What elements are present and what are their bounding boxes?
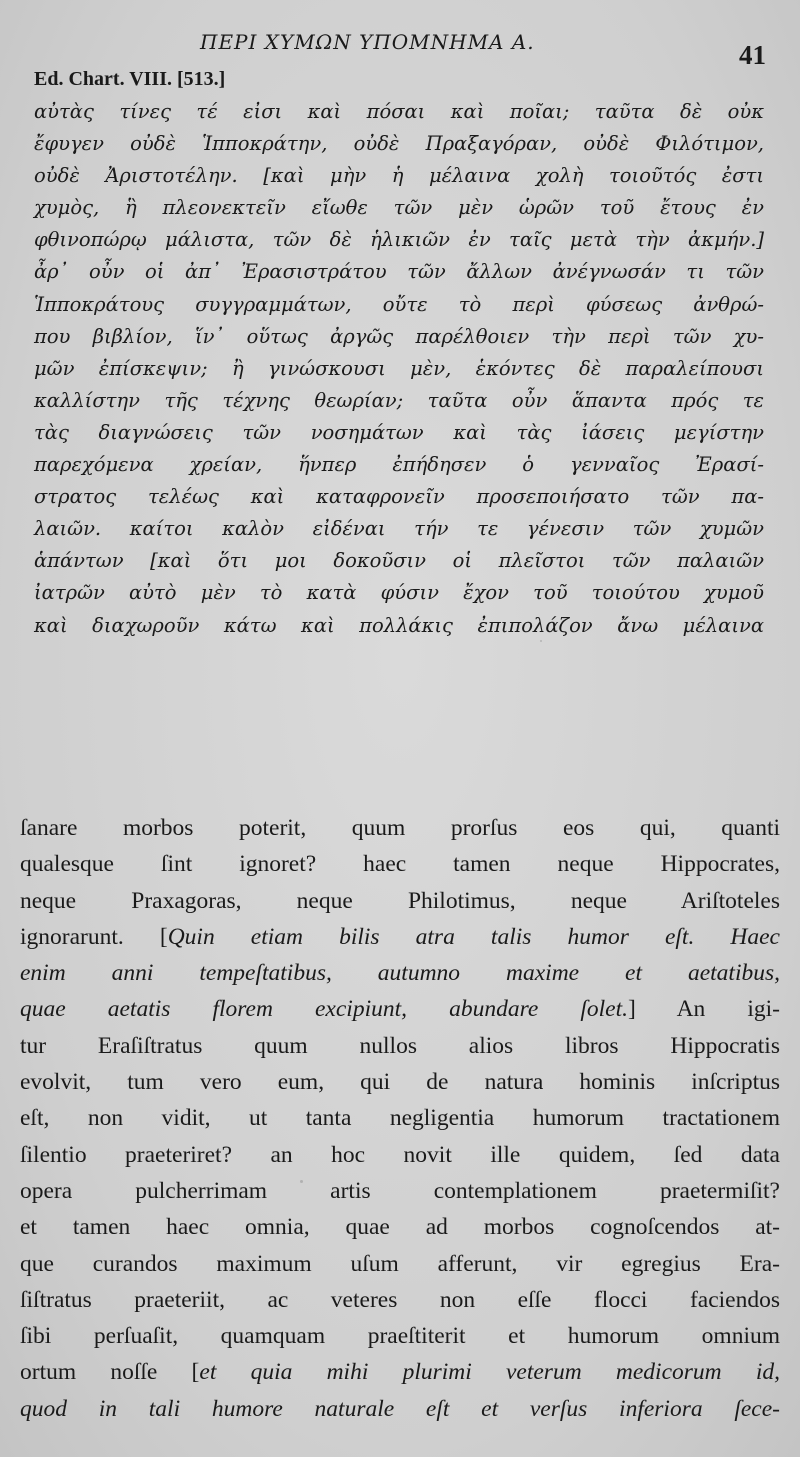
greek-text-line: ἁπάντων [καὶ ὅτι μοι δοκοῦσιν οἱ πλεῖστοι τῶν παλαιῶν	[34, 549, 764, 573]
paper-speck	[300, 1180, 303, 1183]
greek-text-line: οὐδὲ Ἀριστοτέλην. [καὶ μὴν ἡ μέλαινα χολὴ τοιοῦτός ἐστι	[34, 164, 764, 188]
latin-text-line: tur Eraſiſtratus quum nullos alios libros Hippocratis	[20, 1032, 780, 1059]
page-number: 41	[739, 40, 766, 70]
latin-text-line: eſt, non vidit, ut tanta negligentia humorum tractationem	[20, 1105, 780, 1132]
latin-text-line: quae aetatis florem excipiunt, abundare ſolet.] An igi-	[20, 996, 780, 1023]
paper-speck	[540, 640, 542, 642]
greek-text-line: χυμὸς, ἣ πλεονεκτεῖν εἴωθε τῶν μὲν ὡρῶν τοῦ ἔτους ἐν	[34, 196, 764, 220]
greek-text-line: Ἱπποκράτους συγγραμμάτων, οὔτε τὸ περὶ φύσεως ἀνθρώ-	[34, 292, 764, 316]
greek-text-line: αὐτὰς τίνες τέ εἰσι καὶ πόσαι καὶ ποῖαι; ταῦτα δὲ οὐκ	[34, 100, 764, 123]
greek-text-line: στρατος τελέως καὶ καταφρονεῖν προσεποιήσατο τῶν πα-	[34, 485, 764, 509]
latin-text-line: opera pulcherrimam artis contemplationem praetermiſit?	[20, 1177, 780, 1204]
latin-text-line: ſilentio praeteriret? an hoc novit ille quidem, ſed data	[20, 1141, 780, 1168]
latin-text-line: evolvit, tum vero eum, qui de natura hominis inſcriptus	[20, 1069, 780, 1096]
greek-text-line: που βιβλίον, ἵν᾿ οὕτως ἀργῶς παρέλθοιεν τὴν περὶ τῶν χυ-	[34, 324, 764, 348]
greek-text-line: παρεχόμενα χρείαν, ἥνπερ ἐπήδησεν ὁ γενναῖος Ἐρασί-	[34, 453, 764, 477]
edition-reference: Ed. Chart. VIII. [513.]	[34, 68, 226, 90]
greek-text-line: καὶ διαχωροῦν κάτω καὶ πολλάκις ἐπιπολάζον ἄνω μέλαινα	[34, 613, 764, 637]
page-header	[0, 30, 800, 70]
latin-text-line: quod in tali humore naturale eſt et verſus inferiora ſece-	[20, 1395, 780, 1422]
latin-text-line: ortum noſſe [et quia mihi plurimi veterum medicorum id,	[20, 1359, 780, 1386]
latin-text-line: ſibi perſuaſit, quamquam praeſtiterit et humorum omnium	[20, 1323, 780, 1350]
latin-text-line: ſanare morbos poterit, quum prorſus eos qui, quanti	[20, 815, 780, 841]
greek-text-line: λαιῶν. καίτοι καλὸν εἰδέναι τήν τε γένεσιν τῶν χυμῶν	[34, 517, 764, 541]
latin-text-line: qualesque ſint ignoret? haec tamen neque Hippocrates,	[20, 851, 780, 878]
latin-text-line: et tamen haec omnia, quae ad morbos cognoſcendos at-	[20, 1214, 780, 1241]
latin-text-line: ſiſtratus praeteriit, ac veteres non eſſe flocci faciendos	[20, 1286, 780, 1313]
greek-text-line: μῶν ἐπίσκεψιν; ἢ γινώσκουσι μὲν, ἑκόντες δὲ παραλείπουσι	[34, 356, 764, 380]
latin-text-line: ignorarunt. [Quin etiam bilis atra talis humor eſt. Haec	[20, 923, 780, 950]
greek-text-line: ἰατρῶν αὐτὸ μὲν τὸ κατὰ φύσιν ἔχον τοῦ τοιούτου χυμοῦ	[34, 581, 764, 605]
greek-text-line: φθινοπώρῳ μάλιστα, τῶν δὲ ἡλικιῶν ἐν ταῖς μετὰ τὴν ἀκμήν.]	[34, 228, 764, 252]
greek-text-line: ἔφυγεν οὐδὲ Ἱπποκράτην, οὐδὲ Πραξαγόραν, οὐδὲ Φιλότιμον,	[34, 132, 764, 156]
greek-text-line: τὰς διαγνώσεις τῶν νοσημάτων καὶ τὰς ἰάσεις μεγίστην	[34, 420, 764, 444]
latin-text-block	[20, 810, 780, 1427]
latin-text-line: neque Praxagoras, neque Philotimus, neque Ariſtoteles	[20, 887, 780, 914]
greek-text-line: ἆρ᾿ οὖν οἱ ἀπ᾿ Ἐρασιστράτου τῶν ἄλλων ἀνέγνωσάν τι τῶν	[34, 260, 764, 284]
latin-text-line: enim anni tempeſtatibus, autumno maxime et aetatibus,	[20, 960, 780, 987]
latin-text-line: que curandos maximum uſum afferunt, vir egregius Era-	[20, 1250, 780, 1277]
running-title: ΠΕΡΙ ΧΥΜΩΝ ΥΠΟΜΝΗΜΑ Α.	[200, 30, 535, 54]
greek-text-block	[34, 96, 764, 642]
greek-text-line: καλλίστην τῆς τέχνης θεωρίαν; ταῦτα οὖν ἅπαντα πρός τε	[34, 388, 764, 412]
